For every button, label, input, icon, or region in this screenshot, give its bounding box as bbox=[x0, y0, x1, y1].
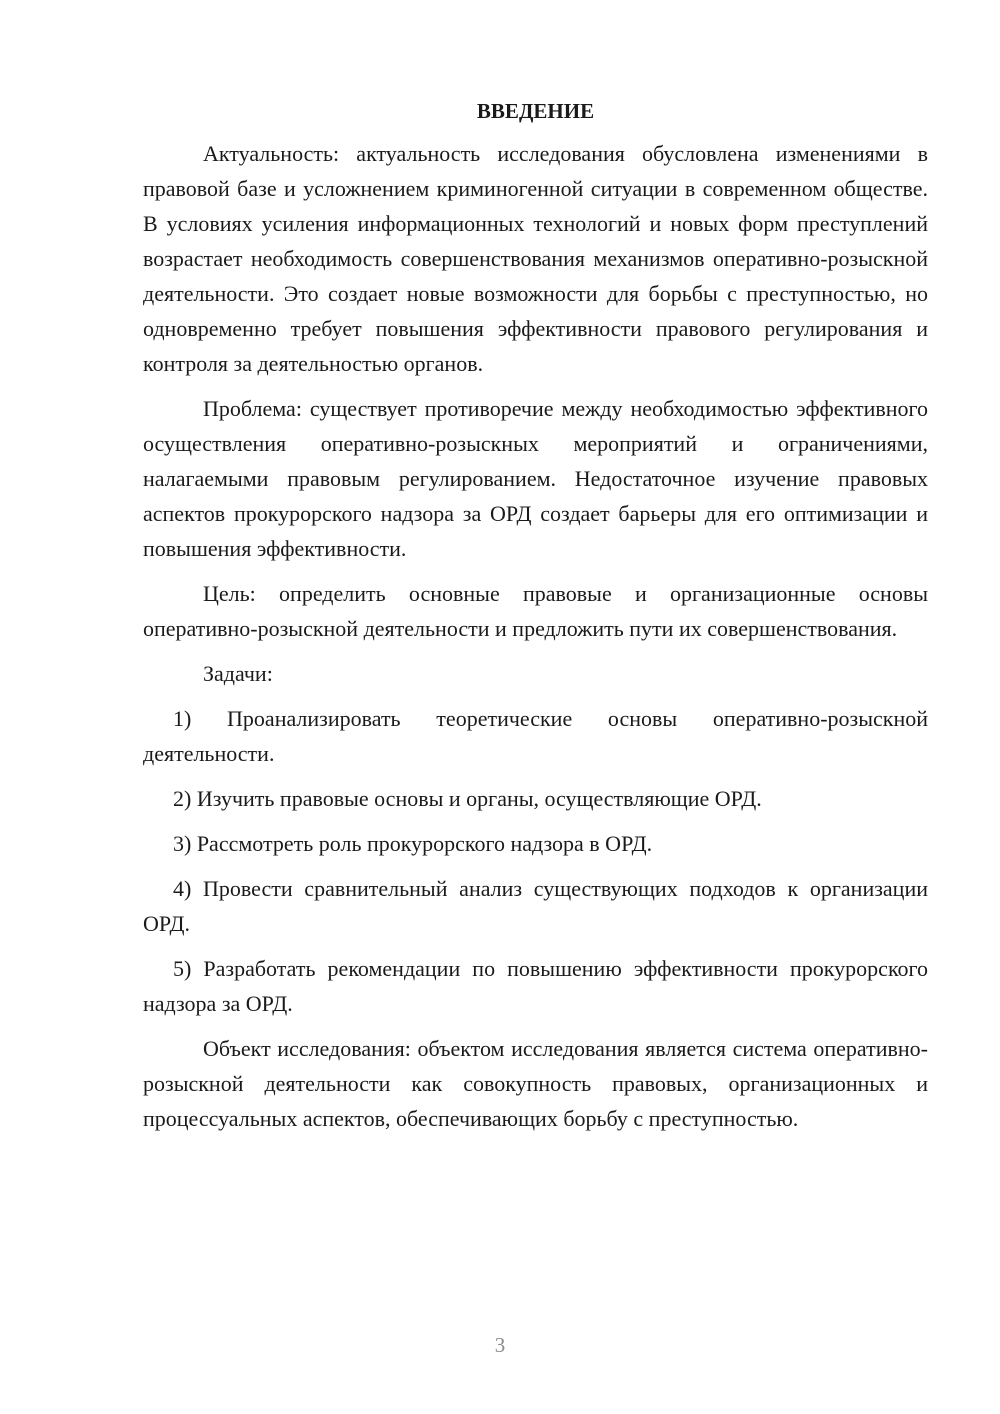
paragraph-goal: Цель: определить основные правовые и организационные основы оперативно-розыскной деятельности и предложить пути их совершенствования. bbox=[143, 581, 928, 641]
paragraph-problem: Проблема: существует противоречие между необходимостью эффективного осуществления оперативно-розыскных мероприятий и ограничениями, налагаемыми правовым регулированием. Недостаточное изучение правовых аспектов прокурорского надзора за ОРД создает барьеры для его оптимизации и повышения эффективности. bbox=[143, 396, 928, 561]
tasks-label: Задачи: bbox=[203, 661, 273, 686]
page-number: 3 bbox=[494, 1333, 506, 1357]
task-item: 5) Разработать рекомендации по повышению эффективности прокурорского надзора за ОРД. bbox=[143, 956, 928, 1016]
paragraph-object: Объект исследования: объектом исследования является система оперативно-розыскной деятельности как совокупность правовых, организационных и процессуальных аспектов, обеспечивающих борьбу с преступностью. bbox=[143, 1036, 928, 1131]
task-item: 3) Рассмотреть роль прокурорского надзора в ОРД. bbox=[173, 831, 653, 856]
paragraph-relevance: Актуальность: актуальность исследования обусловлена изменениями в правовой базе и усложнением криминогенной ситуации в современном обществе. В условиях усиления информационных технологий и новых форм преступлений возрастает необходимость совершенствования механизмов оперативно-розыскной деятельности. Это создает новые возможности для борьбы с преступностью, но одновременно требует повышения эффективности правового регулирования и контроля за деятельностью органов. bbox=[143, 141, 928, 376]
task-item: 2) Изучить правовые основы и органы, осуществляющие ОРД. bbox=[173, 786, 762, 811]
section-heading: ВВЕДЕНИЕ bbox=[476, 99, 595, 123]
task-item: 4) Провести сравнительный анализ существующих подходов к организации ОРД. bbox=[143, 876, 928, 936]
task-item: 1) Проанализировать теоретические основы оперативно-розыскной деятельности. bbox=[143, 706, 928, 766]
document-body bbox=[143, 96, 928, 1136]
